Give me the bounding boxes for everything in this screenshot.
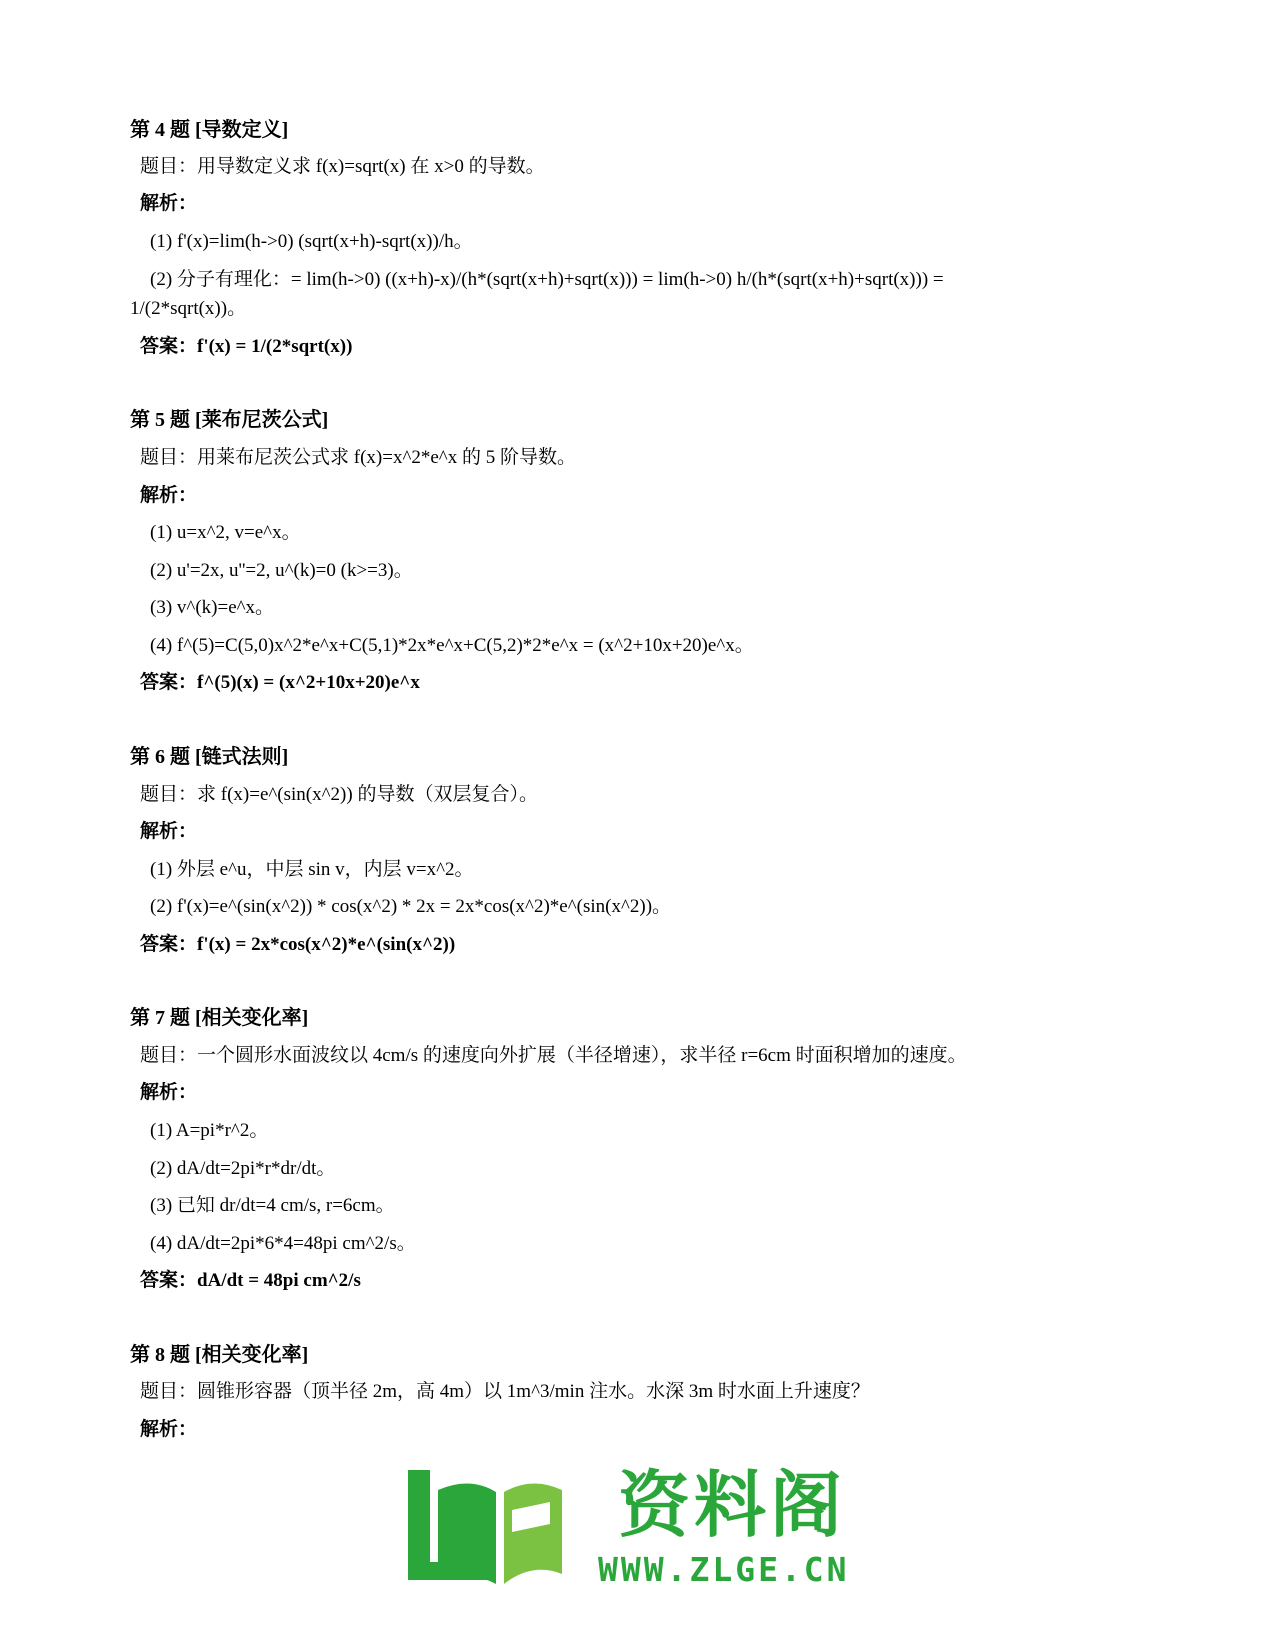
problem-7-heading: 第 7 题 [相关变化率] [130, 1007, 309, 1029]
problem-4-step-1: (1) f'(x)=lim(h->0) (sqrt(x+h)-sqrt(x))/h。 [150, 231, 473, 252]
problem-4-step-2-continued: 1/(2*sqrt(x))。 [130, 298, 247, 319]
problem-5-step-2: (2) u'=2x, u''=2, u^(k)=0 (k>=3)。 [150, 560, 413, 581]
problem-6-heading: 第 6 题 [链式法则] [130, 746, 289, 768]
problem-7-answer: 答案：dA/dt = 48pi cm^2/s [140, 1270, 361, 1291]
problem-5-answer: 答案：f^(5)(x) = (x^2+10x+20)e^x [140, 672, 420, 693]
problem-4-solution-label: 解析： [140, 193, 198, 214]
problem-7-step-4: (4) dA/dt=2pi*6*4=48pi cm^2/s。 [150, 1233, 416, 1254]
watermark-url: WWW.ZLGE.CN [598, 1550, 850, 1589]
problem-7-step-3: (3) 已知 dr/dt=4 cm/s, r=6cm。 [150, 1195, 395, 1216]
problem-6-solution-label: 解析： [140, 821, 198, 842]
open-book-logo-icon [400, 1462, 570, 1592]
watermark-title: 资料阁 [618, 1463, 847, 1547]
problem-4-answer: 答案：f'(x) = 1/(2*sqrt(x)) [140, 336, 353, 357]
problem-5-solution-label: 解析： [140, 485, 198, 506]
problem-6-question: 题目：求 f(x)=e^(sin(x^2)) 的导数（双层复合）。 [140, 784, 538, 805]
problem-5-step-4: (4) f^(5)=C(5,0)x^2*e^x+C(5,1)*2x*e^x+C(5,2)*2*e^x = (x^2+10x+20)e^x。 [150, 635, 754, 656]
problem-7-solution-label: 解析： [140, 1082, 198, 1103]
problem-7-step-1: (1) A=pi*r^2。 [150, 1120, 269, 1141]
problem-8-solution-label: 解析： [140, 1419, 198, 1440]
problem-6-step-1: (1) 外层 e^u，中层 sin v，内层 v=x^2。 [150, 859, 474, 880]
problem-5-question: 题目：用莱布尼茨公式求 f(x)=x^2*e^x 的 5 阶导数。 [140, 447, 576, 468]
problem-7-step-2: (2) dA/dt=2pi*r*dr/dt。 [150, 1158, 336, 1179]
problem-7-question: 题目：一个圆形水面波纹以 4cm/s 的速度向外扩展（半径增速），求半径 r=6cm 时面积增加的速度。 [140, 1045, 967, 1066]
problem-5-heading: 第 5 题 [莱布尼茨公式] [130, 409, 329, 431]
problem-4-question: 题目：用导数定义求 f(x)=sqrt(x) 在 x>0 的导数。 [140, 156, 545, 177]
problem-8-question: 题目：圆锥形容器（顶半径 2m，高 4m）以 1m^3/min 注水。水深 3m 时水面上升速度？ [140, 1381, 870, 1402]
problem-4-step-2: (2) 分子有理化：= lim(h->0) ((x+h)-x)/(h*(sqrt(x+h)+sqrt(x))) = lim(h->0) h/(h*(sqrt(x+h)+sqrt(x))) = [150, 269, 944, 290]
problem-6-answer: 答案：f'(x) = 2x*cos(x^2)*e^(sin(x^2)) [140, 934, 456, 955]
problem-4-heading: 第 4 题 [导数定义] [130, 119, 289, 141]
zlge-watermark [400, 1462, 880, 1592]
problem-8-heading: 第 8 题 [相关变化率] [130, 1344, 309, 1366]
problem-5-step-3: (3) v^(k)=e^x。 [150, 597, 275, 618]
problem-6-step-2: (2) f'(x)=e^(sin(x^2)) * cos(x^2) * 2x = 2x*cos(x^2)*e^(sin(x^2))。 [150, 896, 672, 917]
problem-5-step-1: (1) u=x^2, v=e^x。 [150, 522, 301, 543]
